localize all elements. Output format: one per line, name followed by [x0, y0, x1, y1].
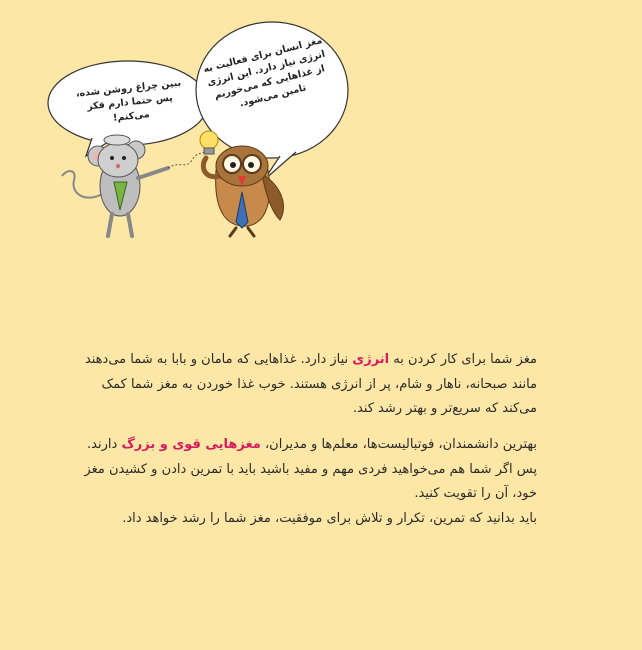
- paragraph-text: نیاز دارد. غذاهایی که مامان و بابا به شما می‌دهند مانند صبحانه، ناهار و شام، پر از انرژی هستند. خوب غذا خوردن به مغز شما کمک می‌کند که سریع‌تر و بهتر رشد کند.: [84, 352, 537, 416]
- mouse-figure: [62, 135, 168, 236]
- paragraph-text: دارند. پس اگر شما هم می‌خواهید فردی مهم و مفید باشید باید با تمرین دادن و کشیدن مغز خود، آن را تقویت کنید.: [84, 437, 537, 501]
- paragraph-text: مغز شما برای کار کردن به: [389, 352, 537, 367]
- highlight-energy: انرژی: [352, 352, 390, 367]
- paragraph-text: بهترین دانشمندان، فوتبالیست‌ها، معلم‌ها و مدیران،: [260, 437, 537, 452]
- strong-brains-paragraph: [77, 433, 537, 531]
- mouse-speech-text: ببین چراغ روشن شده، پس حتما دارم فکر می‌کنم!: [75, 77, 182, 124]
- highlight-strong-brains: مغزهایی قوی و بزرگ: [121, 437, 261, 452]
- energy-paragraph: [77, 348, 537, 422]
- light-bulb-icon: [200, 131, 218, 154]
- paragraph-text: باید بدانید که تمرین، تکرار و تلاش برای موفقیت، مغز شما را رشد خواهد داد.: [122, 510, 537, 526]
- owl-speech-text: مغز انسان برای فعالیت به انرژی نیاز دارد. این انرژی از غذاهایی که می‌خوریم تامین می‌شود.: [202, 35, 327, 110]
- owl-figure: [203, 146, 283, 236]
